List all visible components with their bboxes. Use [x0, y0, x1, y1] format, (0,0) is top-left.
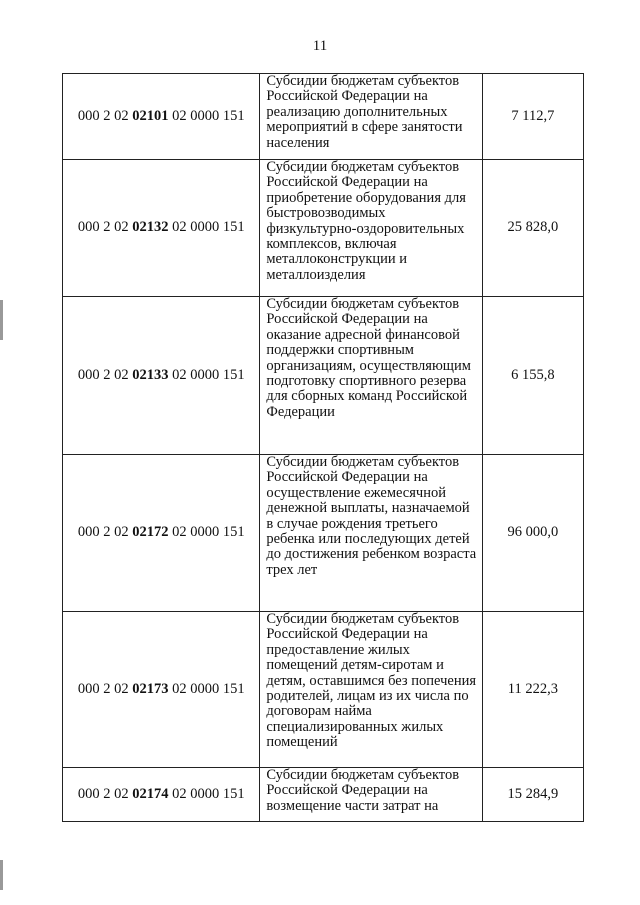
budget-code-cell: 000 2 02 02101 02 0000 151 [63, 74, 260, 160]
budget-code-cell: 000 2 02 02133 02 0000 151 [63, 297, 260, 455]
table-row [63, 455, 584, 612]
budget-code-cell: 000 2 02 02132 02 0000 151 [63, 160, 260, 297]
description-cell: Субсидии бюджетам субъектов Российской Федерации на оказание адресной финансовой поддержки спортивным организациям, осуществляющим подготовку спортивного резерва для сборных команд Российской Федерации [260, 297, 482, 455]
budget-code-cell: 000 2 02 02173 02 0000 151 [63, 612, 260, 768]
description-cell: Субсидии бюджетам субъектов Российской Федерации на реализацию дополнительных мероприятий в сфере занятости населения [260, 74, 482, 160]
amount-cell: 96 000,0 [482, 455, 583, 612]
table-row [63, 612, 584, 768]
table-row [63, 160, 584, 297]
description-cell: Субсидии бюджетам субъектов Российской Федерации на осуществление ежемесячной денежной выплаты, назначаемой в случае рождения третьего ребенка или последующих детей до достижения ребенком возраста трех лет [260, 455, 482, 612]
amount-cell: 7 112,7 [482, 74, 583, 160]
amount-cell: 15 284,9 [482, 768, 583, 822]
description-cell: Субсидии бюджетам субъектов Российской Федерации на возмещение части затрат на [260, 768, 482, 822]
description-cell: Субсидии бюджетам субъектов Российской Федерации на приобретение оборудования для быстровозводимых физкультурно-оздоровительных комплексов, включая металлоконструкции и металлоизделия [260, 160, 482, 297]
scan-edge-mark [0, 300, 3, 340]
amount-cell: 11 222,3 [482, 612, 583, 768]
amount-cell: 25 828,0 [482, 160, 583, 297]
budget-code-cell: 000 2 02 02172 02 0000 151 [63, 455, 260, 612]
amount-cell: 6 155,8 [482, 297, 583, 455]
table-row [63, 768, 584, 822]
budget-code-cell: 000 2 02 02174 02 0000 151 [63, 768, 260, 822]
page-number: 11 [312, 38, 328, 54]
budget-table [62, 73, 584, 822]
scan-edge-mark [0, 860, 3, 890]
table-row [63, 74, 584, 160]
description-cell: Субсидии бюджетам субъектов Российской Федерации на предоставление жилых помещений детям-сиротам и детям, оставшимся без попечения родителей, лицам из их числа по договорам найма специализированных жилых помещений [260, 612, 482, 768]
table-row [63, 297, 584, 455]
